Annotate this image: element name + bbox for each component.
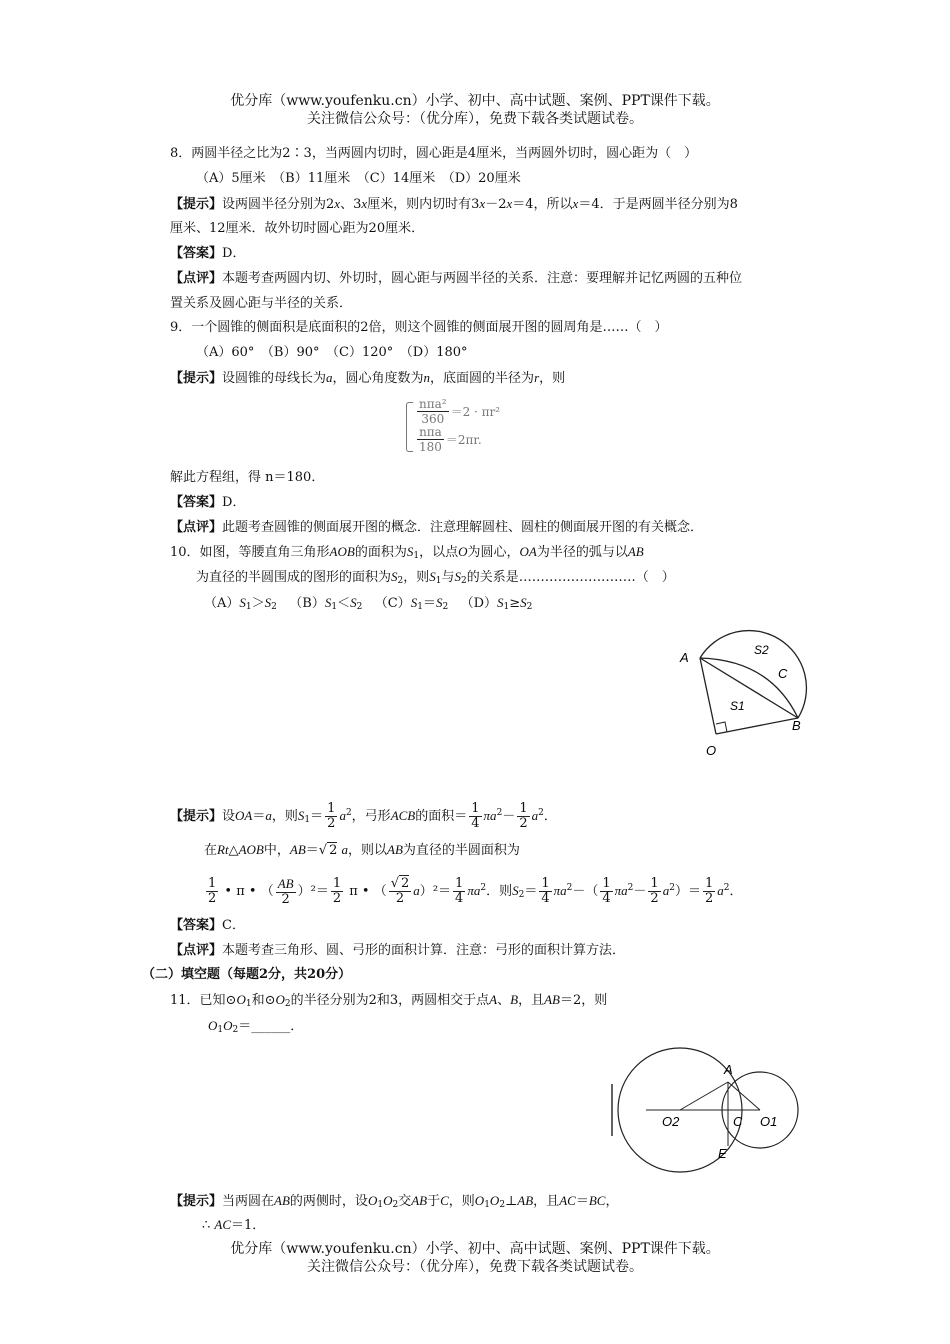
text: ⊥ (505, 1194, 518, 1209)
var: n (423, 370, 431, 385)
var: S (406, 544, 414, 559)
var: a (662, 883, 670, 898)
q9-comment (170, 518, 703, 538)
segment-ao1 (728, 1082, 760, 1110)
text: π • （ (345, 884, 387, 899)
denominator: 4 (541, 891, 550, 906)
text: ，底面圆的半径为 (430, 371, 535, 386)
q10-hint-line2: 在Rt△AOB中，AB＝√ 2 a，则以AB为直径的半圆面积为 (204, 842, 520, 858)
text: ，弓形 (351, 809, 391, 824)
text: 与 (441, 570, 455, 585)
answer-label: 【答案】 (170, 918, 223, 933)
option-label: （B） (289, 596, 325, 611)
section-title: （二）填空题（每题2分，共20分） (142, 967, 352, 982)
text: ，且 (533, 1194, 560, 1209)
var: a (326, 370, 333, 385)
text: 、3 (340, 197, 362, 212)
text: ＝ (310, 809, 324, 824)
q9-solve: 解此方程组，得 n＝180． (170, 470, 325, 485)
var: S (324, 595, 332, 610)
fraction (539, 877, 551, 906)
answer-text: D． (222, 495, 246, 510)
var: A (489, 992, 498, 1007)
sup: 2 (723, 883, 730, 893)
rel: ＞ (251, 596, 265, 611)
text: 为直径的半圆面积为 (402, 843, 520, 858)
q10-options (204, 593, 532, 617)
var: πa (614, 883, 628, 898)
rel: ＜ (337, 596, 351, 611)
var: O (474, 1193, 485, 1208)
var: O (367, 1193, 378, 1208)
q9-options: （A）60° （B）90° （C）120° （D）180° (196, 345, 468, 360)
var: O (208, 1018, 218, 1033)
label-o1: O1 (760, 1114, 778, 1129)
var: S (350, 595, 357, 610)
fraction (703, 877, 715, 906)
q10-figure (670, 620, 820, 770)
q10-hint-line3 (204, 868, 742, 915)
text: ． (543, 809, 557, 824)
var: S (435, 595, 443, 610)
label-c: C (733, 1114, 743, 1129)
var: S (264, 595, 272, 610)
sub: 2 (518, 890, 525, 900)
text: 的面积为 (354, 545, 407, 560)
var: S (297, 808, 305, 823)
q11-hint (170, 1191, 618, 1215)
fraction (648, 877, 660, 906)
text: ）＝ (674, 884, 701, 899)
q9-answer (170, 493, 245, 513)
text: ．则 (486, 884, 513, 899)
sqrt-radicand: 2 (401, 876, 410, 891)
hint-label: 【提示】 (170, 1194, 223, 1209)
text: 的两侧时，设 (289, 1194, 368, 1209)
hint-label: 【提示】 (170, 371, 223, 386)
right-angle-mark (716, 722, 727, 732)
numerator: 1 (471, 801, 480, 816)
var: OA (235, 808, 253, 823)
fraction (600, 877, 612, 906)
q10-answer (170, 916, 245, 936)
text: 10．如图，等腰直角三角形 (170, 545, 330, 560)
var: AB (627, 544, 644, 559)
var: AB (544, 992, 560, 1007)
var: OA (519, 544, 537, 559)
text: ＝4．于是两圆半径分别为8 (578, 197, 738, 212)
q10-stem (170, 542, 644, 566)
text: ²＝ (432, 884, 452, 899)
sub: 1 (413, 551, 420, 561)
label-s1: S1 (730, 699, 745, 713)
text: ＝1． (231, 1218, 266, 1233)
q8-comment (170, 269, 742, 289)
text: 的半径分别为2和3，两圆相交于点 (290, 993, 490, 1008)
q10-hint-line1 (170, 794, 557, 839)
sub: 1 (484, 1200, 490, 1210)
text: ． (729, 884, 743, 899)
text: 的面积＝ (415, 809, 468, 824)
equation-row-2 (415, 425, 500, 453)
var: x (479, 196, 486, 211)
q8-comment-line2: 置关系及圆心距与半径的关系． (170, 296, 353, 311)
segment-ao (700, 658, 716, 734)
q11-stem (170, 990, 607, 1014)
page-header-line1: 优分库（www.youfenku.cn）小学、初中、高中试题、案例、PPT课件下载。 (230, 93, 720, 109)
denominator: 2 (650, 891, 659, 906)
sub: 2 (271, 602, 277, 612)
label-e: E (718, 1146, 727, 1161)
text: ，则 (271, 809, 298, 824)
var: Rt (217, 842, 229, 857)
answer-text: C． (222, 918, 245, 933)
text: ，且 (518, 993, 545, 1008)
var: O (383, 1193, 393, 1208)
text: 11．已知⊙ (170, 993, 237, 1008)
text: 中， (263, 843, 290, 858)
sup: 2 (669, 883, 675, 893)
text: 设 (222, 809, 236, 824)
text: ，则 (539, 371, 566, 386)
text: －（ (572, 884, 599, 899)
segment-ob (716, 718, 798, 734)
q11-blank-line (208, 1016, 303, 1040)
text: 为半径的弧与以 (536, 545, 628, 560)
var: a (265, 808, 272, 823)
numerator: 1 (327, 801, 336, 816)
q11-figure (600, 1044, 810, 1174)
text: 当两圆在 (222, 1194, 275, 1209)
option-label: （C） (374, 596, 411, 611)
text: ，则以 (348, 843, 388, 858)
numerator: 1 (650, 876, 659, 891)
rhs: ＝2πr. (445, 432, 482, 447)
var: a (339, 808, 346, 823)
denominator: 2 (332, 891, 342, 906)
numerator: 1 (704, 876, 714, 891)
q8-options: （A）5厘米 （B）11厘米 （C）14厘米 （D）20厘米 (196, 171, 521, 186)
var: BC (588, 1193, 606, 1208)
label-b: B (792, 718, 801, 733)
text: ²＝ (310, 884, 329, 899)
q9-stem: 9．一个圆锥的侧面积是底面积的2倍，则这个圆锥的侧面展开图的圆周角是……（ ） (170, 320, 668, 335)
text: ，则 (448, 1194, 475, 1209)
var: AC (559, 1193, 576, 1208)
var: S (512, 883, 519, 898)
numerator: 1 (455, 876, 464, 891)
text: ＝ (305, 843, 319, 858)
text: 的关系是………………………（ ） (466, 570, 675, 585)
fraction (206, 877, 218, 906)
equation-brace (406, 402, 413, 452)
denominator: 4 (471, 816, 480, 831)
answer-blank[interactable]: ＝______． (238, 1019, 304, 1034)
fraction (331, 877, 343, 906)
sub: 2 (284, 999, 291, 1009)
var: ACB (390, 808, 416, 823)
rhs: ＝2 · πr² (450, 404, 501, 419)
fraction (453, 877, 465, 906)
sup: 2 (480, 883, 487, 893)
var: a (413, 883, 420, 898)
text: ，以点 (419, 545, 459, 560)
text: 设两圆半径分别为2 (222, 197, 335, 212)
denominator: 2 (327, 816, 336, 831)
label-s2: S2 (754, 643, 769, 657)
text: 为直径的半圆围成的图形的面积为 (196, 570, 392, 585)
text: 于 (427, 1194, 441, 1209)
var: AB (277, 875, 294, 891)
text: 在 (204, 843, 218, 858)
denominator: 2 (281, 891, 290, 907)
label-a: A (724, 1062, 733, 1077)
sub: 2 (356, 602, 363, 612)
text: －2 (485, 197, 507, 212)
denominator: 2 (519, 816, 528, 831)
text: ＝2，则 (559, 993, 608, 1008)
sup: 2 (566, 883, 573, 893)
page-footer-line2: 关注微信公众号：（优分库），免费下载各类试题试卷。 (307, 1259, 643, 1275)
var: S (391, 569, 398, 584)
sub: 1 (417, 602, 423, 612)
text: • π • （ (220, 884, 274, 899)
comment-text: 本题考查三角形、圆、弓形的面积计算．注意：弓形的面积计算方法． (222, 943, 626, 958)
numerator: √ 2 (390, 876, 410, 891)
text: 为圆心， (467, 545, 520, 560)
text: ＝ (524, 884, 538, 899)
denominator: 4 (455, 891, 464, 906)
denominator: 180 (419, 439, 442, 454)
text: ＝4，所以 (512, 197, 573, 212)
var: AB (517, 1193, 534, 1208)
var: B (510, 992, 519, 1007)
var: x (572, 196, 579, 211)
var: S (520, 595, 527, 610)
denominator: 2 (395, 891, 405, 906)
sub: 1 (245, 602, 252, 612)
label-o2: O2 (662, 1114, 680, 1129)
sup: 2 (345, 808, 352, 818)
text: △ (228, 843, 239, 858)
sub: 2 (397, 576, 404, 586)
q8-hint-line2: 厘米、12厘米．故外切时圆心距为20厘米． (170, 221, 425, 236)
option-label: （D） (460, 596, 498, 611)
q8-hint (170, 194, 738, 215)
denominator: 2 (704, 891, 714, 906)
sub: 1 (331, 602, 338, 612)
var: AOB (329, 544, 355, 559)
text: ， (605, 1194, 619, 1209)
var: a (717, 883, 724, 898)
comment-label: 【点评】 (170, 943, 223, 958)
sub: 1 (304, 815, 311, 825)
hint-label: 【提示】 (170, 809, 223, 824)
denominator: 4 (602, 891, 611, 906)
sub: 2 (526, 602, 533, 612)
sub: 2 (442, 602, 449, 612)
text: ） (297, 884, 311, 899)
comment-label: 【点评】 (170, 520, 223, 535)
fraction (417, 397, 449, 426)
label-c: C (778, 666, 788, 681)
option-label: （A） (204, 596, 240, 611)
var: πa (467, 883, 481, 898)
var: O (458, 544, 468, 559)
page-header-line2: 关注微信公众号：（优分库），免费下载各类试题试卷。 (307, 111, 643, 127)
numerator: 1 (332, 876, 342, 891)
q8-answer (170, 244, 245, 264)
fraction (276, 877, 296, 907)
var: x (334, 196, 341, 211)
sub: 1 (245, 999, 252, 1009)
sub: 1 (377, 1200, 384, 1210)
var: AB (289, 842, 306, 857)
var: O (275, 992, 285, 1007)
var: AB (411, 1193, 428, 1208)
text: 厘米，则内切时有3 (367, 197, 480, 212)
comment-label: 【点评】 (170, 271, 223, 286)
text: 设圆锥的母线长为 (222, 371, 327, 386)
comment-text: 本题考查两圆内切、外切时，圆心距与两圆半径的关系．注意：要理解并记忆两圆的五种位 (222, 271, 743, 286)
answer-text: D． (222, 246, 246, 261)
hint-label: 【提示】 (170, 197, 223, 212)
sup: 2 (496, 808, 503, 818)
var: O (489, 1193, 500, 1208)
var: πa (483, 808, 497, 823)
q9-hint (170, 368, 565, 389)
text: 交 (398, 1194, 412, 1209)
comment-text: 此题考查圆锥的侧面展开图的概念．注意理解圆柱、圆柱的侧面展开图的有关概念． (222, 520, 704, 535)
segment-o2a (680, 1082, 728, 1110)
rel: ≥ (509, 596, 521, 611)
numerator: 1 (541, 876, 550, 891)
var: AB (387, 842, 403, 857)
sup: 2 (627, 883, 634, 893)
answer-label: 【答案】 (170, 495, 223, 510)
var: AB (274, 1193, 290, 1208)
denominator: 2 (208, 891, 217, 906)
q10-comment (170, 941, 625, 961)
text: － (502, 809, 516, 824)
equation-row-1 (415, 397, 500, 425)
var: S (429, 569, 436, 584)
sub: 2 (392, 1200, 399, 1210)
fraction (389, 877, 412, 906)
var: AOB (238, 842, 264, 857)
page-footer-line1: 优分库（www.youfenku.cn）小学、初中、高中试题、案例、PPT课件下载。 (230, 1241, 720, 1257)
text: ＝ (252, 809, 266, 824)
numerator: 1 (519, 801, 528, 816)
rel: ＝ (422, 596, 436, 611)
var: O (236, 992, 246, 1007)
fraction (469, 802, 481, 831)
q8-stem: 8．两圆半径之比为2∶3，当两圆内切时，圆心距是4厘米，当两圆外切时，圆心距为（ ） (170, 146, 698, 161)
label-a: A (680, 650, 689, 665)
q9-equation-system (415, 397, 500, 453)
text: 和⊙ (251, 993, 276, 1008)
q11-hint-line2 (202, 1215, 265, 1236)
var: AC (214, 1217, 232, 1232)
numerator: 1 (208, 876, 217, 891)
var: r (534, 370, 540, 385)
sub: 1 (503, 602, 510, 612)
q10-stem-line2 (196, 567, 675, 591)
var: S (410, 595, 418, 610)
fraction (417, 425, 444, 454)
sub: 2 (232, 1025, 239, 1035)
numerator: nπa² (419, 396, 447, 411)
numerator (276, 877, 296, 893)
var: S (239, 595, 246, 610)
sup: 2 (538, 808, 544, 818)
text: ） (419, 884, 433, 899)
fraction (325, 802, 337, 831)
text: ＝ (575, 1194, 589, 1209)
var: S (497, 595, 504, 610)
var: πa (553, 883, 567, 898)
text: ∴ (202, 1218, 215, 1233)
sqrt-radicand: 2 (329, 843, 338, 858)
var: a (341, 842, 348, 857)
var: C (440, 1193, 449, 1208)
denominator: 360 (421, 411, 445, 426)
text: － (633, 884, 647, 899)
var: O (223, 1018, 233, 1033)
text: ，则 (403, 570, 430, 585)
text: 、 (497, 993, 511, 1008)
label-o: O (706, 743, 717, 758)
var: a (531, 808, 539, 823)
var: x (361, 196, 368, 211)
sub: 2 (499, 1200, 506, 1210)
var: x (506, 196, 513, 211)
sub: 2 (461, 576, 467, 586)
answer-label: 【答案】 (170, 246, 223, 261)
numerator: 1 (602, 876, 611, 891)
numerator: nπa (417, 425, 444, 440)
sub: 1 (217, 1025, 224, 1035)
fraction (517, 802, 529, 831)
var: S (454, 569, 462, 584)
sub: 1 (435, 576, 442, 586)
text: ，圆心角度数为 (332, 371, 424, 386)
